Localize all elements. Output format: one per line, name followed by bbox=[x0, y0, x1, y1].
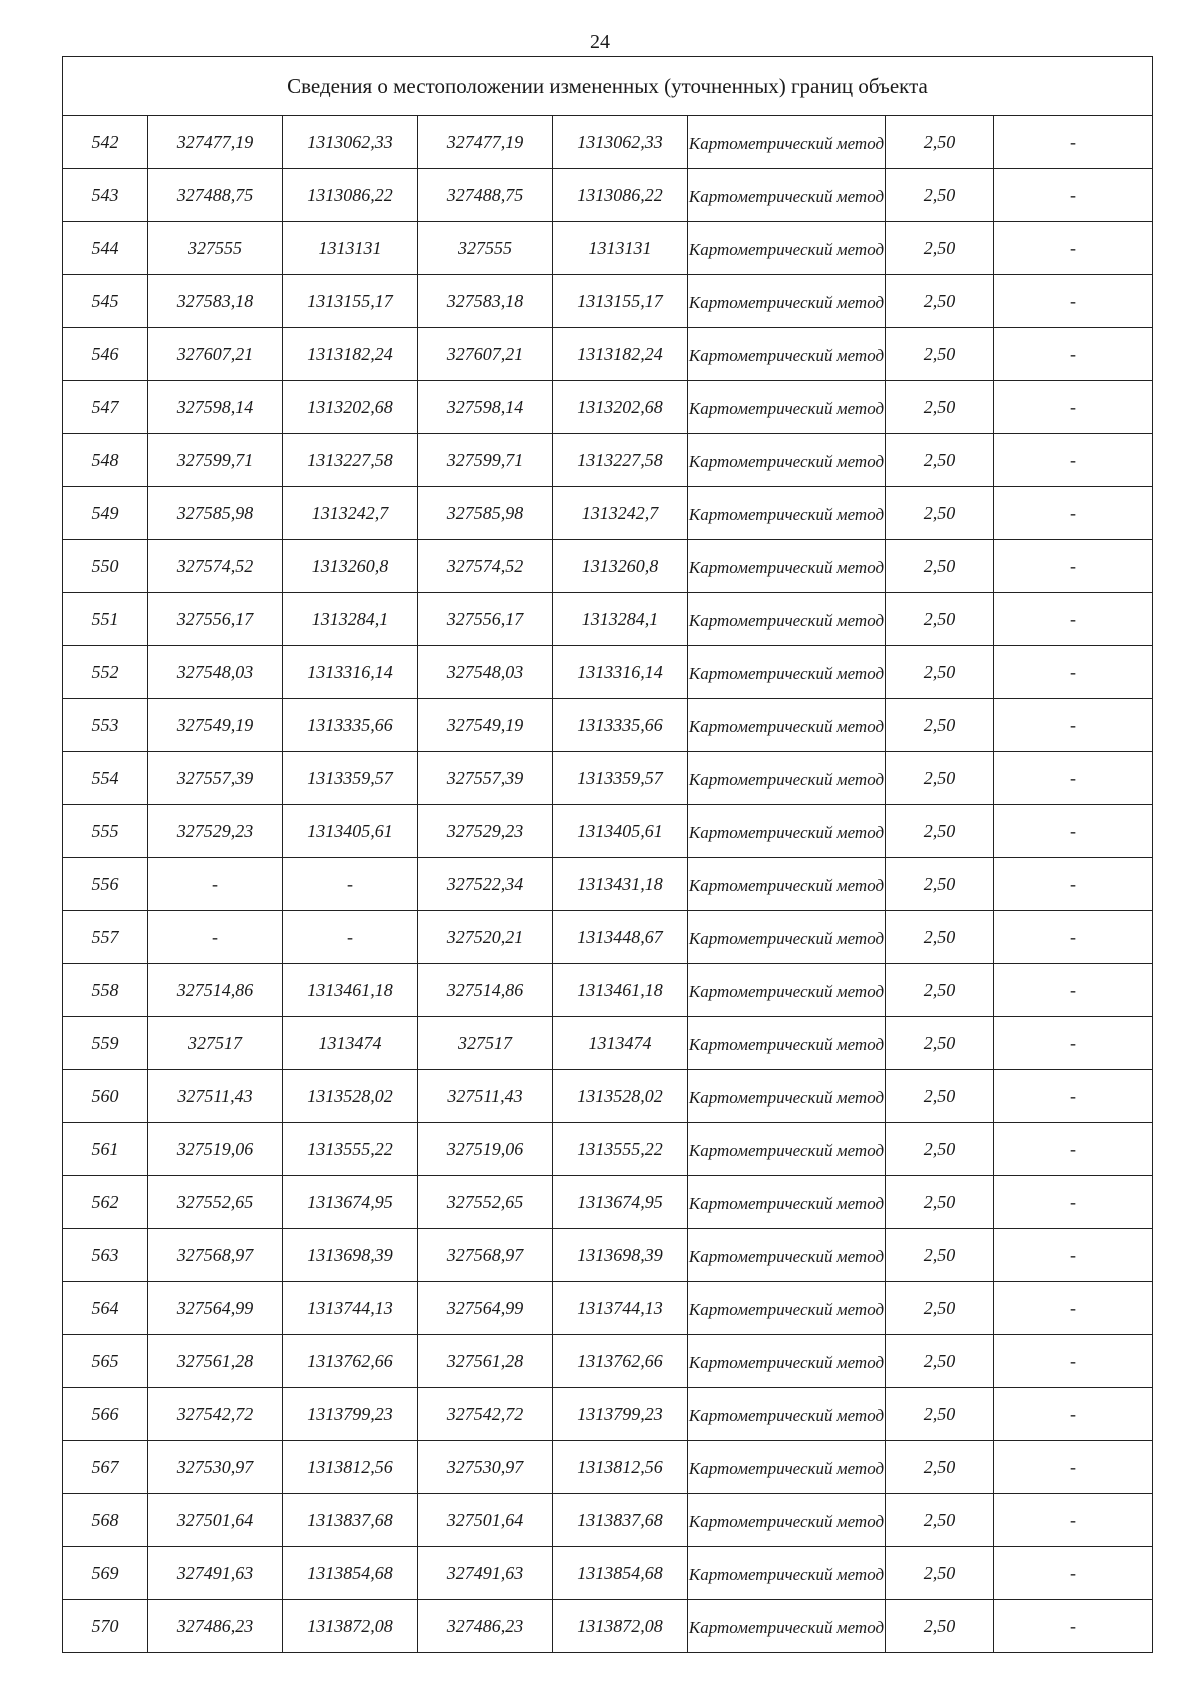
table-row bbox=[63, 1229, 1153, 1282]
description-cell: - bbox=[994, 275, 1153, 328]
existing-y-cell: 1313799,23 bbox=[283, 1388, 418, 1441]
refined-x-cell: 327556,17 bbox=[418, 593, 553, 646]
accuracy-cell: 2,50 bbox=[886, 222, 994, 275]
description-cell: - bbox=[994, 169, 1153, 222]
point-number-cell: 568 bbox=[63, 1494, 148, 1547]
table-row bbox=[63, 434, 1153, 487]
accuracy-cell: 2,50 bbox=[886, 1335, 994, 1388]
existing-y-cell: 1313698,39 bbox=[283, 1229, 418, 1282]
description-cell: - bbox=[994, 858, 1153, 911]
refined-y-cell: 1313062,33 bbox=[553, 116, 688, 169]
table-row bbox=[63, 1494, 1153, 1547]
existing-y-cell: 1313062,33 bbox=[283, 116, 418, 169]
description-cell: - bbox=[994, 222, 1153, 275]
refined-y-cell: 1313854,68 bbox=[553, 1547, 688, 1600]
existing-y-cell: 1313812,56 bbox=[283, 1441, 418, 1494]
refined-x-cell: 327542,72 bbox=[418, 1388, 553, 1441]
refined-y-cell: 1313202,68 bbox=[553, 381, 688, 434]
existing-y-cell: 1313202,68 bbox=[283, 381, 418, 434]
existing-x-cell: 327548,03 bbox=[148, 646, 283, 699]
description-cell: - bbox=[994, 381, 1153, 434]
point-number-cell: 546 bbox=[63, 328, 148, 381]
accuracy-cell: 2,50 bbox=[886, 1441, 994, 1494]
description-cell: - bbox=[994, 1282, 1153, 1335]
method-cell: Картометрический метод bbox=[688, 222, 886, 275]
existing-x-cell: 327564,99 bbox=[148, 1282, 283, 1335]
accuracy-cell: 2,50 bbox=[886, 805, 994, 858]
table-row bbox=[63, 1282, 1153, 1335]
existing-y-cell: 1313474 bbox=[283, 1017, 418, 1070]
table-row bbox=[63, 540, 1153, 593]
table-row bbox=[63, 222, 1153, 275]
refined-y-cell: 1313155,17 bbox=[553, 275, 688, 328]
existing-y-cell: 1313086,22 bbox=[283, 169, 418, 222]
point-number-cell: 561 bbox=[63, 1123, 148, 1176]
existing-y-cell: 1313872,08 bbox=[283, 1600, 418, 1653]
method-cell: Картометрический метод bbox=[688, 1335, 886, 1388]
table-body bbox=[63, 57, 1153, 1653]
existing-y-cell: 1313744,13 bbox=[283, 1282, 418, 1335]
page-number: 24 bbox=[590, 31, 610, 53]
accuracy-cell: 2,50 bbox=[886, 593, 994, 646]
table-title: Сведения о местоположении измененных (уточненных) границ объекта bbox=[63, 57, 1153, 116]
refined-x-cell: 327514,86 bbox=[418, 964, 553, 1017]
point-number-cell: 545 bbox=[63, 275, 148, 328]
refined-x-cell: 327491,63 bbox=[418, 1547, 553, 1600]
method-cell: Картометрический метод bbox=[688, 858, 886, 911]
existing-x-cell: 327552,65 bbox=[148, 1176, 283, 1229]
description-cell: - bbox=[994, 964, 1153, 1017]
refined-y-cell: 1313812,56 bbox=[553, 1441, 688, 1494]
point-number-cell: 569 bbox=[63, 1547, 148, 1600]
description-cell: - bbox=[994, 1070, 1153, 1123]
point-number-cell: 554 bbox=[63, 752, 148, 805]
existing-y-cell: - bbox=[283, 858, 418, 911]
existing-x-cell: 327530,97 bbox=[148, 1441, 283, 1494]
refined-x-cell: 327568,97 bbox=[418, 1229, 553, 1282]
accuracy-cell: 2,50 bbox=[886, 487, 994, 540]
accuracy-cell: 2,50 bbox=[886, 1017, 994, 1070]
description-cell: - bbox=[994, 752, 1153, 805]
existing-x-cell: - bbox=[148, 911, 283, 964]
refined-x-cell: 327477,19 bbox=[418, 116, 553, 169]
point-number-cell: 553 bbox=[63, 699, 148, 752]
refined-y-cell: 1313405,61 bbox=[553, 805, 688, 858]
refined-y-cell: 1313461,18 bbox=[553, 964, 688, 1017]
existing-y-cell: 1313260,8 bbox=[283, 540, 418, 593]
description-cell: - bbox=[994, 805, 1153, 858]
method-cell: Картометрический метод bbox=[688, 1600, 886, 1653]
table-title-row bbox=[63, 57, 1153, 116]
existing-y-cell: 1313335,66 bbox=[283, 699, 418, 752]
refined-x-cell: 327585,98 bbox=[418, 487, 553, 540]
refined-y-cell: 1313182,24 bbox=[553, 328, 688, 381]
refined-y-cell: 1313799,23 bbox=[553, 1388, 688, 1441]
refined-y-cell: 1313744,13 bbox=[553, 1282, 688, 1335]
description-cell: - bbox=[994, 1388, 1153, 1441]
refined-x-cell: 327520,21 bbox=[418, 911, 553, 964]
accuracy-cell: 2,50 bbox=[886, 1547, 994, 1600]
existing-x-cell: 327555 bbox=[148, 222, 283, 275]
refined-x-cell: 327488,75 bbox=[418, 169, 553, 222]
refined-y-cell: 1313227,58 bbox=[553, 434, 688, 487]
table-row bbox=[63, 593, 1153, 646]
refined-x-cell: 327522,34 bbox=[418, 858, 553, 911]
existing-x-cell: 327568,97 bbox=[148, 1229, 283, 1282]
method-cell: Картометрический метод bbox=[688, 169, 886, 222]
method-cell: Картометрический метод bbox=[688, 1017, 886, 1070]
table-row bbox=[63, 752, 1153, 805]
accuracy-cell: 2,50 bbox=[886, 1282, 994, 1335]
refined-x-cell: 327599,71 bbox=[418, 434, 553, 487]
method-cell: Картометрический метод bbox=[688, 1176, 886, 1229]
method-cell: Картометрический метод bbox=[688, 805, 886, 858]
description-cell: - bbox=[994, 1017, 1153, 1070]
table-row bbox=[63, 116, 1153, 169]
description-cell: - bbox=[994, 1441, 1153, 1494]
table-row bbox=[63, 646, 1153, 699]
existing-y-cell: 1313461,18 bbox=[283, 964, 418, 1017]
refined-y-cell: 1313086,22 bbox=[553, 169, 688, 222]
refined-y-cell: 1313131 bbox=[553, 222, 688, 275]
existing-y-cell: 1313854,68 bbox=[283, 1547, 418, 1600]
existing-x-cell: 327519,06 bbox=[148, 1123, 283, 1176]
refined-x-cell: 327574,52 bbox=[418, 540, 553, 593]
method-cell: Картометрический метод bbox=[688, 540, 886, 593]
existing-y-cell: 1313131 bbox=[283, 222, 418, 275]
refined-x-cell: 327519,06 bbox=[418, 1123, 553, 1176]
point-number-cell: 548 bbox=[63, 434, 148, 487]
description-cell: - bbox=[994, 646, 1153, 699]
refined-x-cell: 327557,39 bbox=[418, 752, 553, 805]
refined-y-cell: 1313474 bbox=[553, 1017, 688, 1070]
description-cell: - bbox=[994, 1123, 1153, 1176]
refined-x-cell: 327486,23 bbox=[418, 1600, 553, 1653]
accuracy-cell: 2,50 bbox=[886, 1388, 994, 1441]
point-number-cell: 550 bbox=[63, 540, 148, 593]
method-cell: Картометрический метод bbox=[688, 1547, 886, 1600]
method-cell: Картометрический метод bbox=[688, 699, 886, 752]
method-cell: Картометрический метод bbox=[688, 1123, 886, 1176]
description-cell: - bbox=[994, 1335, 1153, 1388]
refined-y-cell: 1313359,57 bbox=[553, 752, 688, 805]
method-cell: Картометрический метод bbox=[688, 911, 886, 964]
method-cell: Картометрический метод bbox=[688, 593, 886, 646]
method-cell: Картометрический метод bbox=[688, 275, 886, 328]
point-number-cell: 570 bbox=[63, 1600, 148, 1653]
accuracy-cell: 2,50 bbox=[886, 964, 994, 1017]
refined-y-cell: 1313762,66 bbox=[553, 1335, 688, 1388]
accuracy-cell: 2,50 bbox=[886, 275, 994, 328]
refined-y-cell: 1313674,95 bbox=[553, 1176, 688, 1229]
point-number-cell: 556 bbox=[63, 858, 148, 911]
table-row bbox=[63, 1017, 1153, 1070]
accuracy-cell: 2,50 bbox=[886, 540, 994, 593]
existing-y-cell: 1313227,58 bbox=[283, 434, 418, 487]
existing-y-cell: 1313284,1 bbox=[283, 593, 418, 646]
method-cell: Картометрический метод bbox=[688, 646, 886, 699]
existing-x-cell: 327549,19 bbox=[148, 699, 283, 752]
point-number-cell: 547 bbox=[63, 381, 148, 434]
refined-y-cell: 1313698,39 bbox=[553, 1229, 688, 1282]
point-number-cell: 559 bbox=[63, 1017, 148, 1070]
table-row bbox=[63, 169, 1153, 222]
refined-x-cell: 327517 bbox=[418, 1017, 553, 1070]
table-row bbox=[63, 381, 1153, 434]
point-number-cell: 562 bbox=[63, 1176, 148, 1229]
refined-y-cell: 1313284,1 bbox=[553, 593, 688, 646]
refined-x-cell: 327548,03 bbox=[418, 646, 553, 699]
accuracy-cell: 2,50 bbox=[886, 752, 994, 805]
table-row bbox=[63, 328, 1153, 381]
refined-y-cell: 1313335,66 bbox=[553, 699, 688, 752]
method-cell: Картометрический метод bbox=[688, 116, 886, 169]
existing-x-cell: 327561,28 bbox=[148, 1335, 283, 1388]
point-number-cell: 551 bbox=[63, 593, 148, 646]
method-cell: Картометрический метод bbox=[688, 1070, 886, 1123]
refined-y-cell: 1313555,22 bbox=[553, 1123, 688, 1176]
table-row bbox=[63, 699, 1153, 752]
description-cell: - bbox=[994, 434, 1153, 487]
method-cell: Картометрический метод bbox=[688, 328, 886, 381]
accuracy-cell: 2,50 bbox=[886, 646, 994, 699]
refined-x-cell: 327530,97 bbox=[418, 1441, 553, 1494]
table-row bbox=[63, 275, 1153, 328]
method-cell: Картометрический метод bbox=[688, 1282, 886, 1335]
refined-x-cell: 327529,23 bbox=[418, 805, 553, 858]
coordinates-table bbox=[62, 56, 1153, 1653]
point-number-cell: 543 bbox=[63, 169, 148, 222]
existing-x-cell: 327477,19 bbox=[148, 116, 283, 169]
existing-x-cell: 327585,98 bbox=[148, 487, 283, 540]
refined-x-cell: 327583,18 bbox=[418, 275, 553, 328]
method-cell: Картометрический метод bbox=[688, 487, 886, 540]
point-number-cell: 560 bbox=[63, 1070, 148, 1123]
refined-y-cell: 1313431,18 bbox=[553, 858, 688, 911]
description-cell: - bbox=[994, 1494, 1153, 1547]
existing-y-cell: 1313674,95 bbox=[283, 1176, 418, 1229]
existing-y-cell: 1313242,7 bbox=[283, 487, 418, 540]
refined-x-cell: 327607,21 bbox=[418, 328, 553, 381]
accuracy-cell: 2,50 bbox=[886, 1229, 994, 1282]
existing-x-cell: 327599,71 bbox=[148, 434, 283, 487]
existing-x-cell: 327598,14 bbox=[148, 381, 283, 434]
existing-x-cell: 327557,39 bbox=[148, 752, 283, 805]
existing-y-cell: 1313555,22 bbox=[283, 1123, 418, 1176]
refined-x-cell: 327552,65 bbox=[418, 1176, 553, 1229]
accuracy-cell: 2,50 bbox=[886, 911, 994, 964]
table-row bbox=[63, 858, 1153, 911]
point-number-cell: 558 bbox=[63, 964, 148, 1017]
existing-x-cell: 327501,64 bbox=[148, 1494, 283, 1547]
table-row bbox=[63, 1123, 1153, 1176]
accuracy-cell: 2,50 bbox=[886, 1494, 994, 1547]
table-row bbox=[63, 1388, 1153, 1441]
existing-x-cell: 327556,17 bbox=[148, 593, 283, 646]
method-cell: Картометрический метод bbox=[688, 752, 886, 805]
method-cell: Картометрический метод bbox=[688, 1494, 886, 1547]
table-row bbox=[63, 1335, 1153, 1388]
accuracy-cell: 2,50 bbox=[886, 1123, 994, 1176]
accuracy-cell: 2,50 bbox=[886, 434, 994, 487]
point-number-cell: 544 bbox=[63, 222, 148, 275]
refined-y-cell: 1313242,7 bbox=[553, 487, 688, 540]
accuracy-cell: 2,50 bbox=[886, 1176, 994, 1229]
point-number-cell: 566 bbox=[63, 1388, 148, 1441]
point-number-cell: 549 bbox=[63, 487, 148, 540]
refined-y-cell: 1313872,08 bbox=[553, 1600, 688, 1653]
method-cell: Картометрический метод bbox=[688, 1441, 886, 1494]
existing-y-cell: 1313316,14 bbox=[283, 646, 418, 699]
description-cell: - bbox=[994, 487, 1153, 540]
method-cell: Картометрический метод bbox=[688, 964, 886, 1017]
description-cell: - bbox=[994, 1547, 1153, 1600]
description-cell: - bbox=[994, 328, 1153, 381]
table-row bbox=[63, 964, 1153, 1017]
existing-y-cell: - bbox=[283, 911, 418, 964]
table-row bbox=[63, 1441, 1153, 1494]
description-cell: - bbox=[994, 540, 1153, 593]
existing-x-cell: 327583,18 bbox=[148, 275, 283, 328]
table-row bbox=[63, 805, 1153, 858]
refined-x-cell: 327511,43 bbox=[418, 1070, 553, 1123]
description-cell: - bbox=[994, 1600, 1153, 1653]
existing-y-cell: 1313405,61 bbox=[283, 805, 418, 858]
description-cell: - bbox=[994, 593, 1153, 646]
refined-x-cell: 327598,14 bbox=[418, 381, 553, 434]
existing-y-cell: 1313528,02 bbox=[283, 1070, 418, 1123]
existing-x-cell: 327514,86 bbox=[148, 964, 283, 1017]
description-cell: - bbox=[994, 116, 1153, 169]
method-cell: Картометрический метод bbox=[688, 1388, 886, 1441]
point-number-cell: 557 bbox=[63, 911, 148, 964]
refined-y-cell: 1313448,67 bbox=[553, 911, 688, 964]
description-cell: - bbox=[994, 1176, 1153, 1229]
method-cell: Картометрический метод bbox=[688, 381, 886, 434]
table-row bbox=[63, 1070, 1153, 1123]
point-number-cell: 555 bbox=[63, 805, 148, 858]
refined-y-cell: 1313260,8 bbox=[553, 540, 688, 593]
description-cell: - bbox=[994, 699, 1153, 752]
point-number-cell: 565 bbox=[63, 1335, 148, 1388]
table-row bbox=[63, 487, 1153, 540]
point-number-cell: 564 bbox=[63, 1282, 148, 1335]
existing-x-cell: 327574,52 bbox=[148, 540, 283, 593]
refined-y-cell: 1313837,68 bbox=[553, 1494, 688, 1547]
point-number-cell: 563 bbox=[63, 1229, 148, 1282]
existing-y-cell: 1313762,66 bbox=[283, 1335, 418, 1388]
existing-x-cell: 327511,43 bbox=[148, 1070, 283, 1123]
existing-y-cell: 1313155,17 bbox=[283, 275, 418, 328]
method-cell: Картометрический метод bbox=[688, 1229, 886, 1282]
refined-x-cell: 327501,64 bbox=[418, 1494, 553, 1547]
accuracy-cell: 2,50 bbox=[886, 169, 994, 222]
existing-x-cell: 327491,63 bbox=[148, 1547, 283, 1600]
point-number-cell: 552 bbox=[63, 646, 148, 699]
accuracy-cell: 2,50 bbox=[886, 858, 994, 911]
accuracy-cell: 2,50 bbox=[886, 699, 994, 752]
existing-y-cell: 1313359,57 bbox=[283, 752, 418, 805]
description-cell: - bbox=[994, 1229, 1153, 1282]
table-row bbox=[63, 1547, 1153, 1600]
refined-y-cell: 1313316,14 bbox=[553, 646, 688, 699]
existing-y-cell: 1313182,24 bbox=[283, 328, 418, 381]
table-row bbox=[63, 1176, 1153, 1229]
accuracy-cell: 2,50 bbox=[886, 328, 994, 381]
point-number-cell: 567 bbox=[63, 1441, 148, 1494]
existing-y-cell: 1313837,68 bbox=[283, 1494, 418, 1547]
refined-y-cell: 1313528,02 bbox=[553, 1070, 688, 1123]
existing-x-cell: 327517 bbox=[148, 1017, 283, 1070]
accuracy-cell: 2,50 bbox=[886, 381, 994, 434]
accuracy-cell: 2,50 bbox=[886, 116, 994, 169]
description-cell: - bbox=[994, 911, 1153, 964]
accuracy-cell: 2,50 bbox=[886, 1600, 994, 1653]
existing-x-cell: 327542,72 bbox=[148, 1388, 283, 1441]
existing-x-cell: - bbox=[148, 858, 283, 911]
refined-x-cell: 327564,99 bbox=[418, 1282, 553, 1335]
table-row bbox=[63, 1600, 1153, 1653]
accuracy-cell: 2,50 bbox=[886, 1070, 994, 1123]
existing-x-cell: 327486,23 bbox=[148, 1600, 283, 1653]
table-row bbox=[63, 911, 1153, 964]
existing-x-cell: 327607,21 bbox=[148, 328, 283, 381]
refined-x-cell: 327555 bbox=[418, 222, 553, 275]
existing-x-cell: 327529,23 bbox=[148, 805, 283, 858]
refined-x-cell: 327549,19 bbox=[418, 699, 553, 752]
point-number-cell: 542 bbox=[63, 116, 148, 169]
method-cell: Картометрический метод bbox=[688, 434, 886, 487]
refined-x-cell: 327561,28 bbox=[418, 1335, 553, 1388]
existing-x-cell: 327488,75 bbox=[148, 169, 283, 222]
